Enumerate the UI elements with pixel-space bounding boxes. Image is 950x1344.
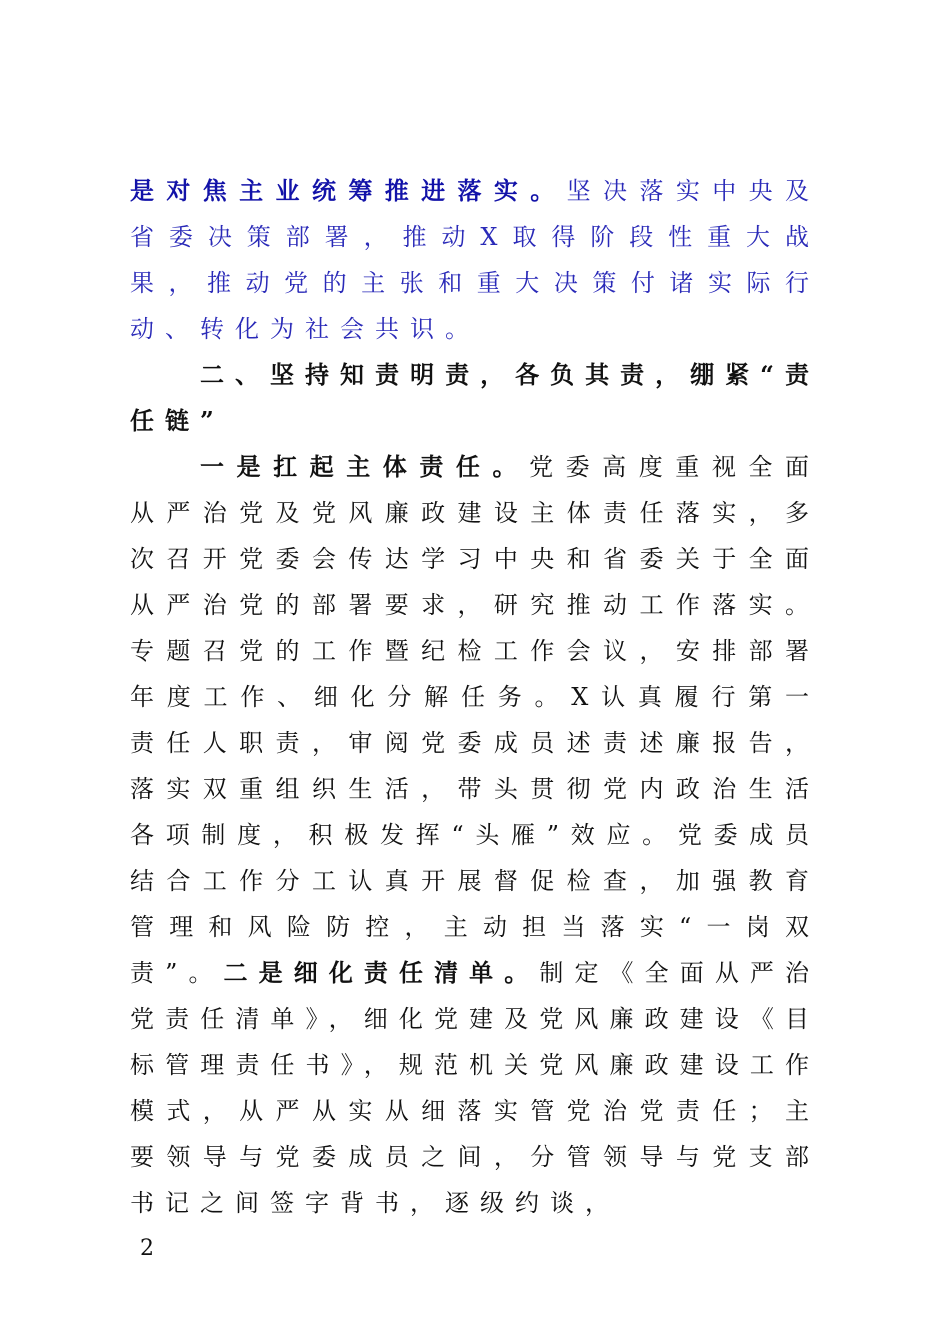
paragraph-main (130, 444, 820, 1226)
paragraph-blue-lead: 是对焦主业统筹推进落实。 (130, 176, 567, 205)
paragraph-main-body-1: 党委高度重视全面从严治党及党风廉政建设主体责任落实，多次召开党委会传达学习中央和省委关于全面从严治党的部署要求，研究推动工作落实。专题召党的工作暨纪检工作会议，安排部署年度工作、细化分解任务。X认真履行第一责任人职责，审阅党委成员述责述廉报告，落实双重组织生活，带头贯彻党内政治生活各项制度，积极发挥“头雁”效应。党委成员结合工作分工认真开展督促检查，加强教育管理和风险防控，主动担当落实“一岗双责”。 (130, 453, 820, 987)
paragraph-blue-body: 坚决落实中央及省委决策部署，推动X取得阶段性重大战果，推动党的主张和重大决策付诸实际行动、转化为社会共识。 (130, 177, 821, 343)
page-number: 2 (140, 1236, 154, 1261)
paragraph-main-body-2: 制定《全面从严治党责任清单》，细化党建及党风廉政建设《目标管理责任书》，规范机关党风廉政建设工作模式，从严从实从细落实管党治党责任；主要领导与党委成员之间，分管领导与党支部书记之间签字背书，逐级约谈， (130, 959, 821, 1217)
paragraph-blue (130, 168, 820, 352)
paragraph-main-lead-1: 一是扛起主体责任。 (200, 452, 530, 481)
section-heading: 二、坚持知责明责，各负其责，绷紧“责任链” (130, 360, 820, 435)
paragraph-main-lead-2: 二是细化责任清单。 (223, 958, 540, 987)
document-body (130, 168, 820, 1226)
